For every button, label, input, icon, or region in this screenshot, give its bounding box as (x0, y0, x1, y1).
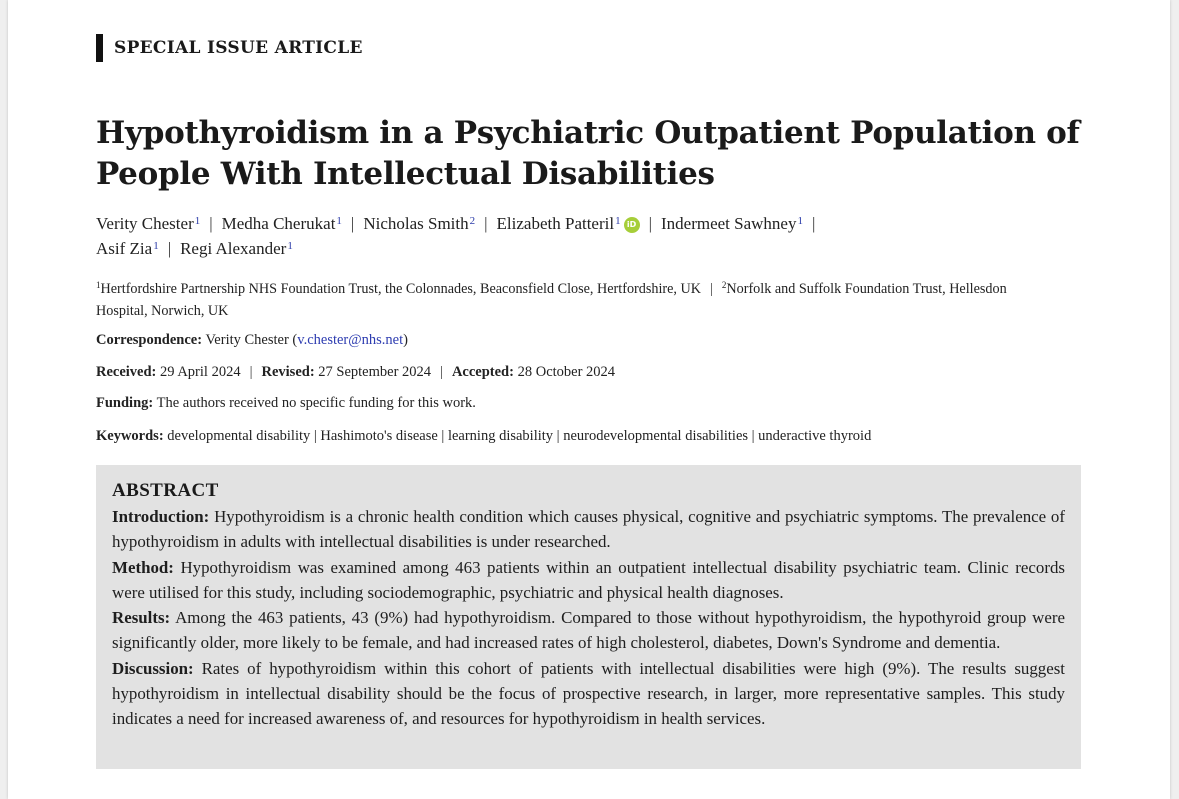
abstract-results: Results: Among the 463 patients, 43 (9%) had hypothyroidism. Compared to those without hypothyroidism, the hypothyroid group were significantly older, more likely to be female, and had increased rates of high cholesterol, diabetes, Down's Syndrome and dementia. (112, 608, 1065, 653)
affiliation-2: Norfolk and Suffolk Foundation Trust, Hellesdon Hospital, Norwich, UK (96, 281, 1007, 319)
abstract-method: Method: Hypothyroidism was examined among 463 patients within an outpatient intellectual disability psychiatric team. Clinic records were utilised for this study, including sociodemographic, psychiatric and physical health diagnoses. (112, 557, 1065, 602)
article-title: Hypothyroidism in a Psychiatric Outpatient Population of People With Intellectual Disabilities (96, 115, 1080, 192)
article-page (8, 0, 1170, 799)
article-type-label: SPECIAL ISSUE ARTICLE (114, 38, 363, 58)
author[interactable]: Medha Cherukat$^1$ (221, 214, 342, 233)
author[interactable]: Indermeet Sawhney$^1$ (661, 214, 803, 233)
article-type-bar (96, 34, 103, 62)
abstract-introduction: Introduction: Hypothyroidism is a chronic health condition which causes physical, cognitive and psychiatric symptoms. The prevalence of hypothyroidism in adults with intellectual disabilities is under researched. (112, 507, 1065, 552)
article-type-banner (96, 34, 363, 62)
author[interactable]: Elizabeth Patteril$^1$ (496, 214, 621, 233)
email-link[interactable]: v.chester@nhs.net (297, 332, 404, 348)
author[interactable]: Nicholas Smith$^2$ (363, 214, 476, 233)
keywords: Keywords: developmental disability | Hashimoto's disease | learning disability | neurodevelopmental disabilities | underactive thyroid (96, 428, 872, 444)
abstract-box (96, 465, 1081, 769)
affiliation-1: Hertfordshire Partnership NHS Foundation Trust, the Colonnades, Beaconsfield Close, Hertfordshire, UK (100, 281, 702, 297)
orcid-icon[interactable]: iD (624, 217, 640, 233)
abstract-discussion: Discussion: Rates of hypothyroidism within this cohort of patients with intellectual disabilities were high (9%). The results suggest hypothyroidism in intellectual disability should be the focus of prospective research, in larger, more representative samples. This study indicates a need for increased awareness of, and resources for hypothyroidism in health services. (112, 658, 1065, 729)
author[interactable]: Verity Chester$^1$ (96, 214, 201, 233)
author[interactable]: Regi Alexander$^1$ (180, 239, 293, 258)
author[interactable]: Asif Zia$^1$ (96, 239, 159, 258)
author-list: Verity Chester$^1$ | Medha Cherukat$^1$ | Nicholas Smith$^2$ | Elizabeth Patteril$^1$ iD | Indermeet Sawhney$^1$ | Asif Zia$^1$ | Regi Alexander$^1$ (96, 214, 816, 258)
abstract-heading: ABSTRACT (112, 480, 219, 501)
correspondence: Correspondence: Verity Chester (v.chester@nhs.net) (96, 332, 408, 348)
affiliations: $^1$Hertfordshire Partnership NHS Foundation Trust, the Colonnades, Beaconsfield Close, Hertfordshire, UK | $^2$Norfolk and Suffolk Foundation Trust, Hellesdon Hospital, Norwich, UK (96, 280, 1007, 319)
funding-statement: Funding: The authors received no specific funding for this work. (96, 395, 476, 411)
article-dates: Received: 29 April 2024 | Revised: 27 September 2024 | Accepted: 28 October 2024 (96, 364, 616, 380)
